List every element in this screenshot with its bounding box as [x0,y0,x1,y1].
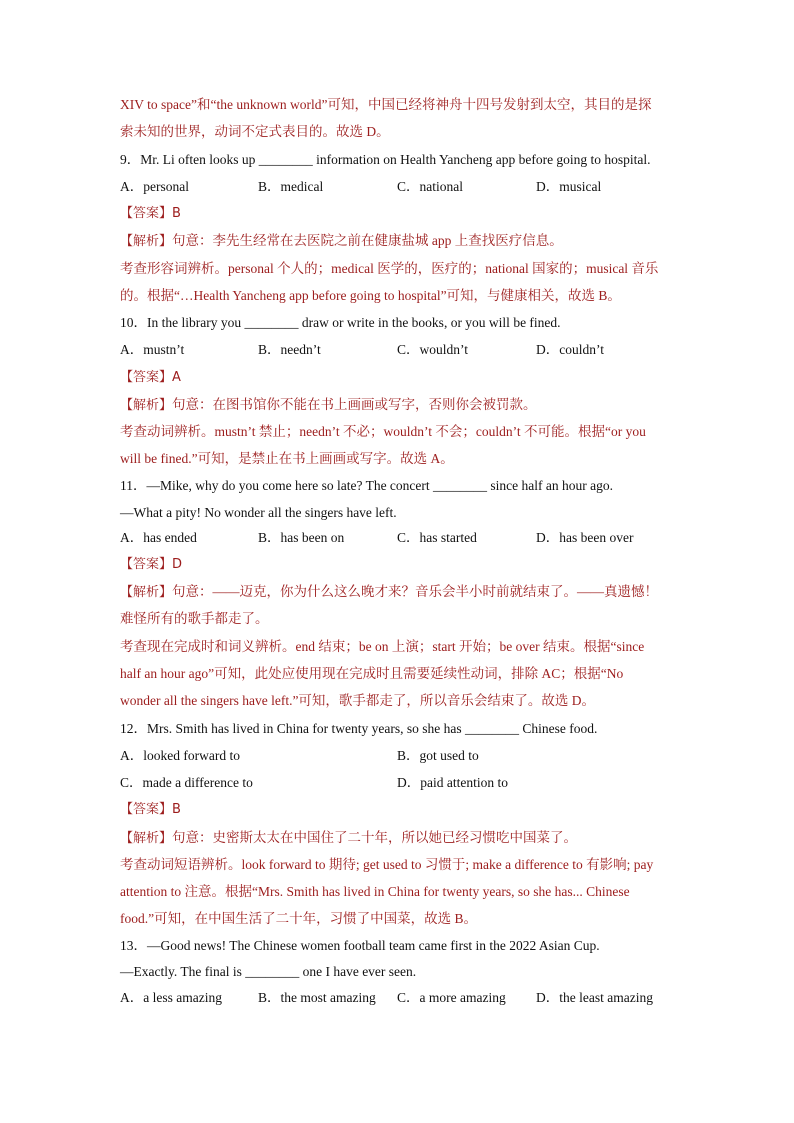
q11-analysis [120,583,658,602]
q12-explanation-line2: attention to 注意。根据“Mrs. Smith has lived in China for twenty years, so she has... Chinese [120,884,630,899]
q13-stem-line2: —Exactly. The final is ________ one I have ever seen. [120,964,417,979]
q11-option-b: B．has been on [258,530,345,545]
q11-analysis-line2: 难怪所有的歌手都走了。 [120,611,269,626]
analysis-label: 【解析】 [120,831,173,846]
q11-explanation-line3: wonder all the singers have left.”可知，歌手都走了，所以音乐会结束了。故选 D。 [120,693,596,708]
q10-explanation-line2: will be fined.”可知，是禁止在书上画画或写字。故选 A。 [120,451,454,466]
q11-stem-line1: 11．—Mike, why do you come here so late? The concert ________ since half an hour ago. [120,478,613,493]
q12-analysis [120,829,577,848]
q13-option-c: C．a more amazing [397,990,506,1005]
analysis-text: 句意：李先生经常在去医院之前在健康盐城 app 上查找医疗信息。 [172,233,563,248]
analysis-text: 句意：在图书馆你不能在书上画画或写字，否则你会被罚款。 [172,397,537,412]
q9-option-b: B．medical [258,179,324,194]
q11-option-a: A．has ended [120,530,197,545]
analysis-label: 【解析】 [120,585,173,600]
analysis-label: 【解析】 [120,234,173,249]
q9-analysis [120,232,563,251]
q13-stem-line1: 13．—Good news! The Chinese women football team came first in the 2022 Asian Cup. [120,938,600,953]
q10-answer: 【答案】A [120,370,181,385]
q8-explanation-line1: XIV to space”和“the unknown world”可知，中国已经将神舟十四号发射到太空，其目的是探 [120,97,652,112]
q13-option-d: D．the least amazing [536,990,653,1005]
q12-option-b: B．got used to [397,748,479,763]
q11-explanation-line2: half an hour ago”可知，此处应使用现在完成时且需要延续性动词，排除 AC；根据“No [120,666,624,681]
q9-option-a: A．personal [120,179,189,194]
analysis-text: 句意：史密斯太太在中国住了二十年，所以她已经习惯吃中国菜了。 [172,830,578,845]
q11-explanation-line1: 考查现在完成时和词义辨析。end 结束；be on 上演；start 开始；be over 结束。根据“since [120,639,645,654]
q12-option-c: C．made a difference to [120,775,253,790]
q10-explanation-line1: 考查动词辨析。mustn’t 禁止；needn’t 不必；wouldn’t 不会；couldn’t 不可能。根据“or you [120,424,646,439]
q9-answer: 【答案】B [120,206,181,221]
q11-option-c: C．has started [397,530,477,545]
q10-option-b: B．needn’t [258,342,321,357]
q12-answer: 【答案】B [120,802,181,817]
q12-explanation-line1: 考查动词短语辨析。look forward to 期待; get used to 习惯于; make a difference to 有影响; pay [120,857,654,872]
q12-explanation-line3: food.”可知，在中国生活了二十年，习惯了中国菜，故选 B。 [120,911,477,926]
q9-explanation-line2: 的。根据“…Health Yancheng app before going to hospital”可知，与健康相关，故选 B。 [120,288,621,303]
q12-option-d: D．paid attention to [397,775,508,790]
q9-option-c: C．national [397,179,463,194]
q10-option-d: D．couldn’t [536,342,604,357]
q12-option-a: A．looked forward to [120,748,240,763]
q11-answer: 【答案】D [120,557,183,572]
q8-explanation-line2: 索未知的世界，动词不定式表目的。故选 D。 [120,124,390,139]
q12-stem: 12．Mrs. Smith has lived in China for twenty years, so she has ________ Chinese food. [120,721,598,736]
analysis-text: 句意：——迈克，你为什么这么晚才来？音乐会半小时前就结束了。——真遗憾！ [172,584,659,599]
q9-stem: 9．Mr. Li often looks up ________ information on Health Yancheng app before going to hospital. [120,152,651,167]
q13-option-a: A．a less amazing [120,990,222,1005]
q11-stem-line2: —What a pity! No wonder all the singers have left. [120,505,397,520]
q10-option-c: C．wouldn’t [397,342,469,357]
analysis-label: 【解析】 [120,398,173,413]
q10-option-a: A．mustn’t [120,342,185,357]
q9-explanation-line1: 考查形容词辨析。personal 个人的；medical 医学的，医疗的；national 国家的；musical 音乐 [120,261,659,276]
q11-option-d: D．has been over [536,530,634,545]
q13-option-b: B．the most amazing [258,990,376,1005]
q10-analysis [120,396,537,415]
q9-option-d: D．musical [536,179,602,194]
q10-stem: 10．In the library you ________ draw or write in the books, or you will be fined. [120,315,561,330]
